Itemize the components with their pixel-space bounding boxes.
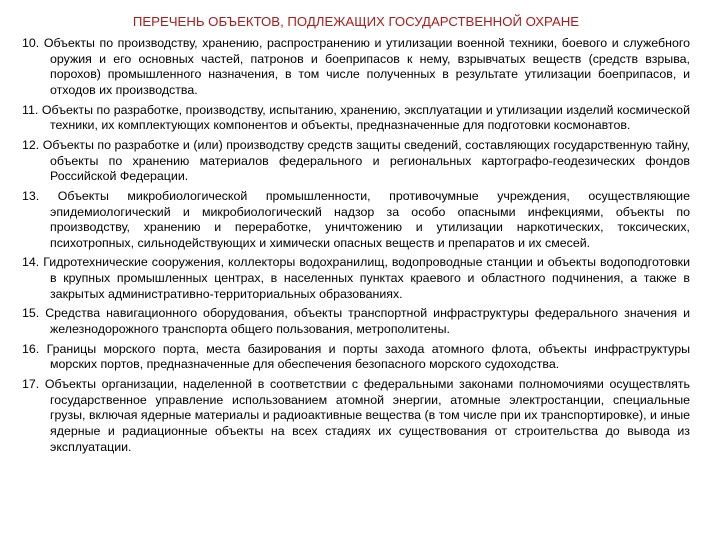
item-number: 15. [22, 306, 40, 321]
item-text: Средства навигационного оборудования, объекты транспортной инфраструктуры федерального значения и железнодорожного транспорта общего пользования, метрополитены. [45, 306, 690, 337]
item-number: 12. [22, 137, 40, 152]
list-item-17 [22, 377, 690, 455]
item-text: Объекты по производству, хранению, распространению и утилизации военной техники, боевого и служебного оружия и его основных частей, патронов и боеприпасов к нему, взрывчатых веществ (средств взрыва, порохов) промышленного назначения, в том числе полученных в результате утилизации боеприпасов, и отходов их производства. [43, 36, 690, 97]
item-text: Гидротехнические сооружения, коллекторы водохранилищ, водопроводные станции и объекты водоподготовки в крупных промышленных центрах, в населенных пунктах краевого и областного подчинения, а также в закрытых административно-территориальных образованиях. [43, 255, 690, 301]
item-text: Объекты организации, наделенной в соответствии с федеральными законами полномочиями осуществлять государственное управление использованием атомной энергии, атомные электростанции, специальные грузы, включая ядерные материалы и радиоактивные вещества (в том числе при их транспортировке), и иные ядерные и радиационные объекты на всех стадиях их существования от строительства до вывода из эксплуатации. [44, 377, 690, 454]
list-item-10 [22, 36, 690, 98]
item-number: 17. [22, 377, 40, 392]
item-text: Границы морского порта, места базирования и порты захода атомного флота, объекты инфраструктуры морских портов, предназначенные для обеспечения безопасного морского судоходства. [46, 341, 690, 372]
item-text: Объекты микробиологической промышленности, противочумные учреждения, осуществляющие эпидемиологический и микробиологический надзор за особо опасными инфекциями, объекты по производству, хранению и переработке, уничтожению и утилизации наркотических, токсических, психотропных, сильнодействующих и химически опасных веществ и препаратов и их смесей. [50, 188, 690, 250]
list-item-13 [22, 189, 690, 251]
list-item-16 [22, 342, 690, 373]
document-title: ПЕРЕЧЕНЬ ОБЪЕКТОВ, ПОДЛЕЖАЩИХ ГОСУДАРСТВЕННОЙ ОХРАНЕ [132, 14, 580, 29]
item-number: 13. [22, 188, 40, 203]
list-item-12 [22, 138, 690, 185]
document-page [22, 14, 690, 459]
item-number: 11. [22, 102, 39, 117]
objects-list [22, 36, 690, 455]
item-number: 14. [22, 255, 40, 270]
item-text: Объекты по разработке, производству, испытанию, хранению, эксплуатации и утилизации изделий космической техники, их комплектующих компонентов и объекты, предназначенные для подготовки космонавтов. [41, 102, 690, 133]
list-item-14 [22, 255, 690, 302]
list-item-11 [22, 103, 690, 134]
item-number: 16. [22, 341, 40, 356]
item-number: 10. [22, 36, 40, 50]
list-item-15 [22, 306, 690, 337]
item-text: Объекты по разработке и (или) производству средств защиты сведений, составляющих государственную тайну, объекты по хранению материалов федерального и региональных картографо-геодезических фондов Российской Федерации. [42, 137, 690, 184]
